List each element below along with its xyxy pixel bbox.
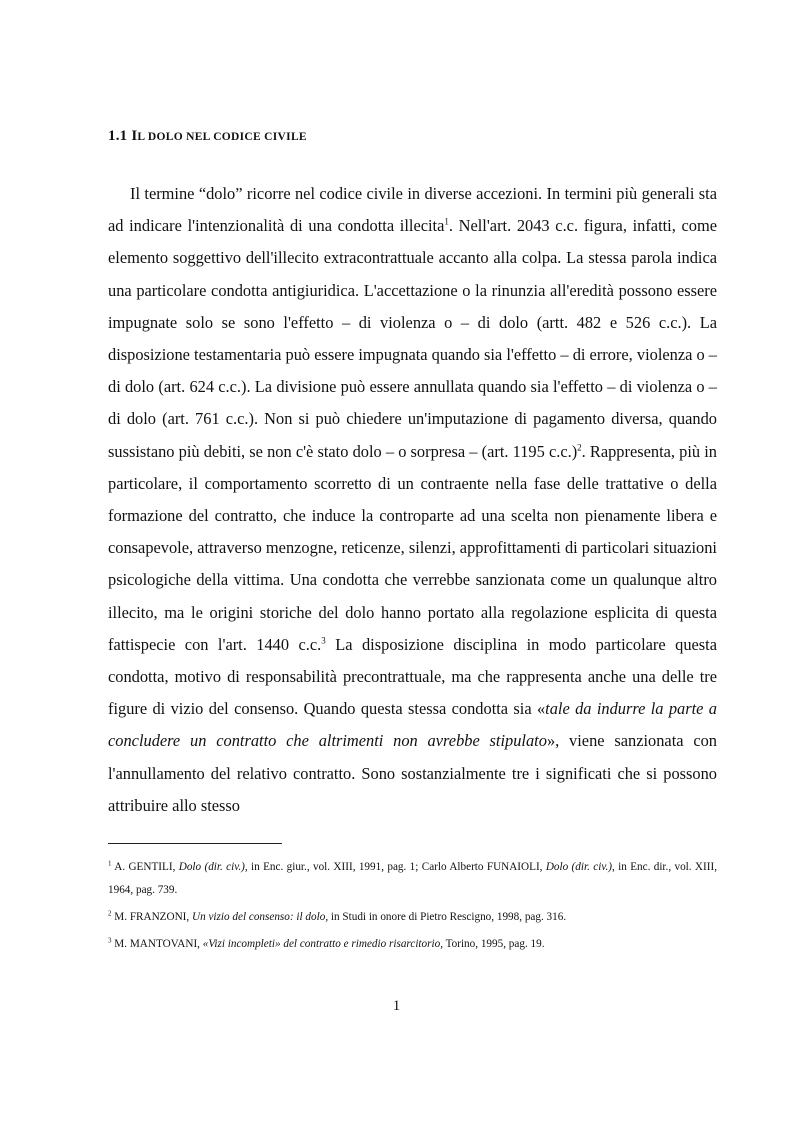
sentence-3: . Rappresenta, più in particolare, il comportamento scorretto di un contraente nella fase delle trattative o della formazione del contratto, che induce la controparte ad una scelta non pienamente libera e consapevole, attraverso menzogne, reticenze, silenzi, approfittamenti di particolari situazioni psicologiche della vittima. Una condotta che verrebbe sanzionata come un qualunque altro illecito, ma le origini storiche del dolo hanno portato alla regolazione esplicita di questa fattispecie con l'art. 1440 c.c. [108, 441, 717, 654]
footnote-text: M. MANTOVANI, [111, 938, 203, 950]
sentence-4: La disposizione disciplina in modo particolare questa condotta, motivo di responsabilità precontrattuale, ma che rappresenta anche una delle tre figure di vizio del consenso. Quando questa stessa condotta sia « [108, 634, 717, 719]
sentence-1: Il termine “dolo” ricorre nel codice civile in diverse accezioni. In termini più generali sta ad indicare l'intenzionalità di una condotta illecita [108, 184, 717, 236]
footnote-ref-2[interactable]: 2 [577, 442, 582, 453]
body-paragraph [108, 178, 717, 822]
footnote-separator [108, 843, 282, 844]
footnote-text: , in Enc. dir., vol. XIII, 1964, pag. 739. [108, 861, 717, 896]
footnote-marker: 2 [108, 909, 112, 918]
footnote-title: «Vizi incompleti» del contratto e rimedio risarcitorio [202, 938, 441, 950]
footnote-text: , Torino, 1995, pag. 19. [440, 938, 545, 950]
footnote-3 [108, 933, 717, 956]
footnote-title: Dolo (dir. civ.) [178, 861, 245, 873]
footnote-text: M. FRANZONI, [111, 911, 192, 923]
footnote-title: Un vizio del consenso: il dolo [192, 911, 326, 923]
footnote-title: Dolo (dir. civ.) [545, 861, 612, 873]
quoted-text: tale da indurre la parte a concludere un contratto che altrimenti non avrebbe stipulato [108, 699, 717, 751]
section-heading [108, 128, 307, 145]
section-title-initial: I [131, 128, 138, 144]
footnote-marker: 3 [108, 936, 112, 945]
footnote-1 [108, 856, 717, 902]
footnote-2 [108, 906, 717, 929]
footnote-ref-1[interactable]: 1 [444, 216, 449, 227]
sentence-2: . Nell'art. 2043 c.c. figura, infatti, come elemento soggettivo dell'illecito extracontrattuale accanto alla colpa. La stessa parola indica una particolare condotta antigiuridica. L'accettazione o la rinunzia all'eredità possono essere impugnate solo se sono l'effetto – di violenza o – di dolo (artt. 482 e 526 c.c.). La disposizione testamentaria può essere impugnata quando sia l'effetto – di errore, violenza o – di dolo (art. 624 c.c.). La divisione può essere annullata quando sia l'effetto – di violenza o – di dolo (art. 761 c.c.). Non si può chiedere un'imputazione di pagamento diversa, quando sussistano più debiti, se non c'è stato dolo – o sorpresa – (art. 1195 c.c.) [108, 216, 717, 461]
footnote-marker: 1 [108, 859, 112, 868]
footnote-text: , in Studi in onore di Pietro Rescigno, 1998, pag. 316. [325, 911, 567, 923]
footnote-text: A. GENTILI, [111, 861, 179, 873]
section-number: 1.1 [108, 128, 128, 144]
sentence-5: », viene sanzionata con l'annullamento del relativo contratto. Sono sostanzialmente tre i significati che si possono attribuire allo stesso [108, 731, 718, 815]
footnotes [108, 856, 717, 960]
paragraph [108, 178, 717, 822]
footnote-text: , in Enc. giur., vol. XIII, 1991, pag. 1; Carlo Alberto FUNAIOLI, [244, 861, 546, 873]
footnote-ref-3[interactable]: 3 [321, 635, 326, 646]
section-title-rest: L DOLO NEL CODICE CIVILE [137, 131, 307, 143]
page-number: 1 [392, 998, 401, 1014]
